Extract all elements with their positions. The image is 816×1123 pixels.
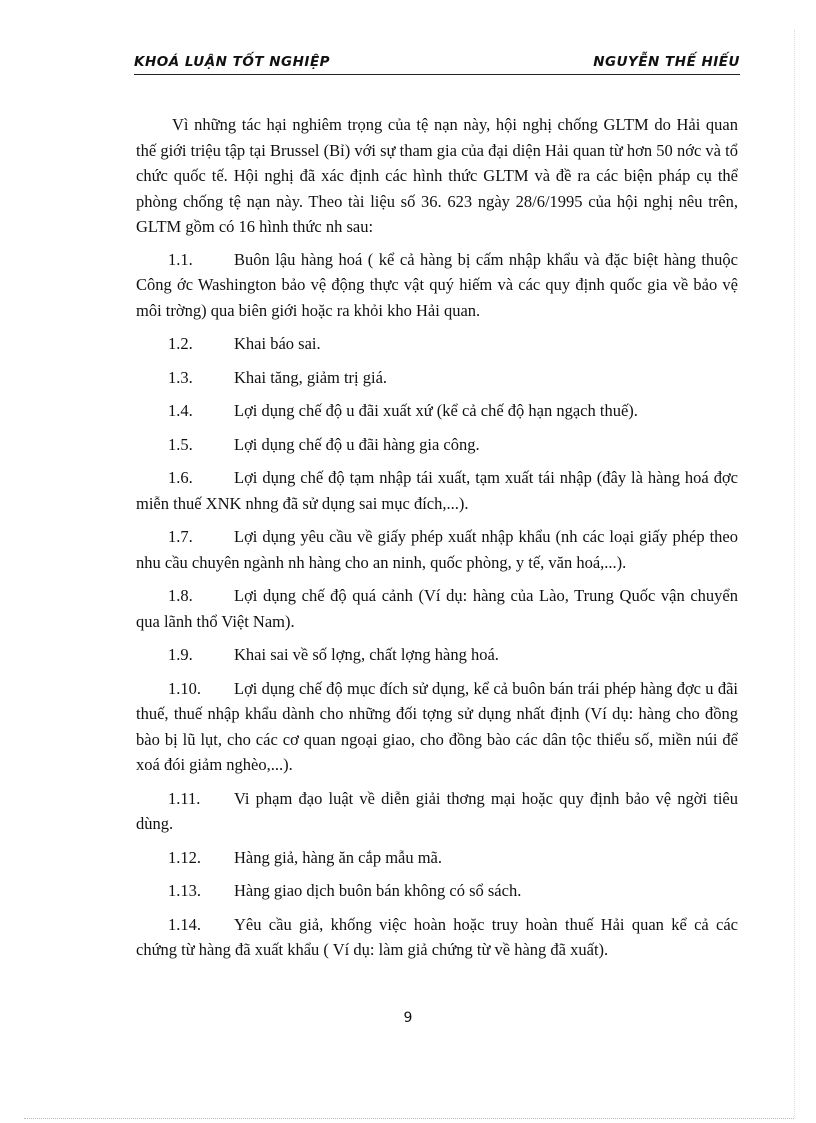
list-item [136, 642, 738, 668]
intro-paragraph: Vì những tác hại nghiêm trọng của tệ nạn này, hội nghị chống GLTM do Hải quan thế giới triệu tập tại Brussel (Bỉ) với sự tham gia của đại diện Hải quan từ hơn 50 nớc và tổ chức quốc tế. Hội nghị đã xác định các hình thức GLTM và đề ra các biện pháp cụ thể phòng chống tệ nạn này. Theo tài liệu số 36. 623 ngày 28/6/1995 của hội nghị nêu trên, GLTM gồm có 16 hình thức nh sau: [136, 115, 738, 236]
item-number: 1.1. [168, 249, 193, 269]
item-number: 1.11. [168, 788, 201, 808]
item-number: 1.5. [168, 434, 193, 454]
page-right-border [794, 30, 795, 1118]
list-item [136, 365, 738, 391]
list-item [136, 583, 738, 634]
item-text: Khai tăng, giảm trị giá. [234, 367, 388, 387]
item-text: Lợi dụng chế độ quá cảnh (Ví dụ: hàng của Lào, Trung Quốc vận chuyển qua lãnh thổ Việt Nam). [136, 586, 738, 631]
list-item [136, 432, 738, 458]
page-header [134, 50, 740, 75]
item-number: 1.2. [168, 334, 193, 353]
item-text: Lợi dụng chế độ tạm nhập tái xuất, tạm xuất tái nhập (đây là hàng hoá đợc miễn thuế XNK nhng đã sử dụng sai mục đích,...). [136, 468, 738, 513]
list-item [136, 878, 738, 904]
item-number: 1.4. [168, 401, 193, 420]
item-number: 1.7. [168, 527, 193, 546]
item-text: Yêu cầu giả, khống việc hoàn hoặc truy hoàn thuế Hải quan kể cả các chứng từ hàng đã xuất khẩu ( Ví dụ: làm giả chứng từ về hàng đã xuất). [136, 914, 738, 959]
list-item [136, 676, 738, 778]
item-text: Hàng giả, hàng ăn cắp mẫu mã. [234, 847, 443, 867]
item-number: 1.14. [168, 914, 201, 934]
item-text: Khai sai về số lợng, chất lợng hàng hoá. [234, 645, 499, 664]
list-item [136, 331, 738, 357]
header-author: NGUYỄN THẾ HIẾU [593, 54, 740, 70]
item-text: Lợi dụng chế độ u đãi hàng gia công. [234, 434, 480, 454]
page-number: 9 [403, 1010, 413, 1026]
item-text: Lợi dụng chế độ mục đích sử dụng, kể cả buôn bán trái phép hàng đợc u đãi thuế, thuế nhập khẩu dành cho những đối tợng sử dụng nhất định (Ví dụ: hàng cho đồng bào bị lũ lụt, cho các cơ quan ngoại giao, cho đồng bào các dân tộc thiểu số, miền núi để xoá đói giảm nghèo,...). [136, 678, 738, 774]
item-number: 1.3. [168, 367, 193, 387]
list-item [136, 912, 738, 963]
item-text: Lợi dụng chế độ u đãi xuất xứ (kể cả chế độ hạn ngạch thuế). [234, 401, 638, 420]
list-item [136, 465, 738, 516]
item-text: Lợi dụng yêu cầu về giấy phép xuất nhập khẩu (nh các loại giấy phép theo nhu cầu chuyên ngành nh hàng cho an ninh, quốc phòng, y tế, văn hoá,...). [136, 527, 738, 572]
item-text: Buôn lậu hàng hoá ( kể cả hàng bị cấm nhập khẩu và đặc biệt hàng thuộc Công ớc Washington bảo vệ động thực vật quý hiếm và các quy định quốc gia về bảo vệ môi trờng) qua biên giới hoặc ra khỏi kho Hải quan. [136, 249, 738, 320]
item-text: Vi phạm đạo luật về diễn giải thơng mại hoặc quy định bảo vệ ngời tiêu dùng. [136, 788, 738, 833]
item-text: Hàng giao dịch buôn bán không có sổ sách. [234, 881, 522, 900]
list-item [136, 247, 738, 324]
list-item [136, 398, 738, 424]
list-item [136, 524, 738, 575]
item-number: 1.6. [168, 468, 193, 487]
page-bottom-border [24, 1118, 794, 1119]
list-item [136, 845, 738, 871]
item-number: 1.13. [168, 881, 201, 900]
list-item [136, 786, 738, 837]
item-number: 1.9. [168, 645, 193, 664]
item-number: 1.12. [168, 847, 201, 867]
item-number: 1.10. [168, 678, 201, 698]
page-body [136, 112, 738, 971]
header-title: KHOÁ LUẬN TỐT NGHIỆP [134, 54, 331, 70]
item-text: Khai báo sai. [234, 334, 321, 353]
item-number: 1.8. [168, 586, 193, 605]
